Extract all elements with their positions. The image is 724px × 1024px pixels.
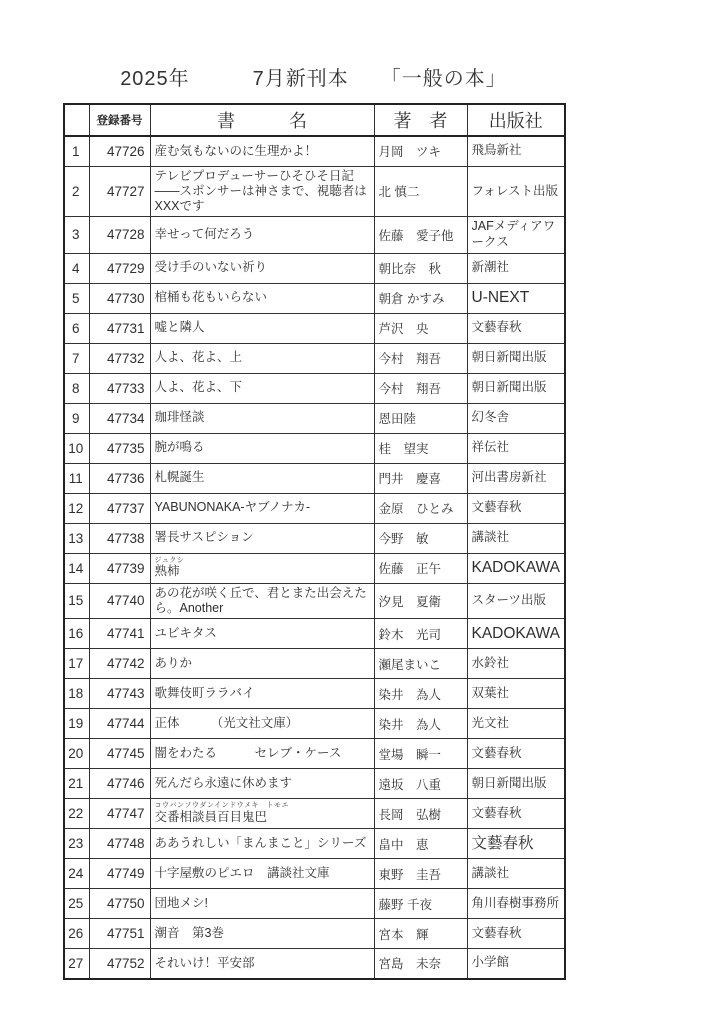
book-title-cell: ユビキタス <box>150 619 374 649</box>
table-row <box>64 949 565 979</box>
row-index: 7 <box>64 343 89 373</box>
publisher: フォレスト出版 <box>467 166 565 217</box>
table-row <box>64 619 565 649</box>
row-index: 10 <box>64 433 89 463</box>
row-index: 15 <box>64 583 89 619</box>
book-author: 遠坂 八重 <box>374 769 467 799</box>
publisher: 小学館 <box>467 949 565 979</box>
row-index: 17 <box>64 649 89 679</box>
book-title-cell <box>150 799 374 829</box>
row-index: 19 <box>64 709 89 739</box>
book-author: 染井 為人 <box>374 709 467 739</box>
row-index: 1 <box>64 136 89 166</box>
book-author: 桂 望実 <box>374 433 467 463</box>
row-index: 9 <box>64 403 89 433</box>
book-title-cell: 受け手のいない祈り <box>150 253 374 283</box>
book-author: 堂場 瞬一 <box>374 739 467 769</box>
table-row <box>64 403 565 433</box>
row-index: 4 <box>64 253 89 283</box>
table-row <box>64 253 565 283</box>
row-index: 11 <box>64 463 89 493</box>
registration-number: 47733 <box>89 373 150 403</box>
row-index: 18 <box>64 679 89 709</box>
book-title-cell: 十字屋敷のピエロ 講談社文庫 <box>150 859 374 889</box>
publisher: 幻冬舎 <box>467 403 565 433</box>
book-title-cell: 正体 （光文社文庫） <box>150 709 374 739</box>
registration-number: 47751 <box>89 919 150 949</box>
table-row <box>64 583 565 619</box>
book-title: 交番相談員百目鬼巴 <box>154 809 268 824</box>
book-title-cell: 闇をわたる セレブ・ケース <box>150 739 374 769</box>
row-index: 6 <box>64 313 89 343</box>
publisher: 朝日新聞出版 <box>467 769 565 799</box>
publisher: 朝日新聞出版 <box>467 343 565 373</box>
row-index: 13 <box>64 523 89 553</box>
row-index: 22 <box>64 799 89 829</box>
table-header <box>64 104 565 136</box>
book-author: 今村 翔吾 <box>374 343 467 373</box>
book-author: 長岡 弘樹 <box>374 799 467 829</box>
book-author: 朝倉 かすみ <box>374 283 467 313</box>
publisher: 朝日新聞出版 <box>467 373 565 403</box>
publisher: JAFメディアワークス <box>467 217 565 253</box>
table-row <box>64 769 565 799</box>
publisher: 文藝春秋 <box>467 919 565 949</box>
registration-number: 47727 <box>89 166 150 217</box>
table-row <box>64 679 565 709</box>
publisher: 双葉社 <box>467 679 565 709</box>
book-title-cell <box>150 553 374 583</box>
table-row <box>64 649 565 679</box>
registration-number: 47748 <box>89 829 150 859</box>
registration-number: 47749 <box>89 859 150 889</box>
header-publisher: 出版社 <box>467 104 565 136</box>
registration-number: 47731 <box>89 313 150 343</box>
book-author: 畠中 恵 <box>374 829 467 859</box>
book-title-cell: あの花が咲く丘で、君とまた出会えたら。Another <box>150 583 374 619</box>
registration-number: 47745 <box>89 739 150 769</box>
row-index: 12 <box>64 493 89 523</box>
book-title-cell: 棺桶も花もいらない <box>150 283 374 313</box>
registration-number: 47744 <box>89 709 150 739</box>
book-title-cell: 人よ、花よ、下 <box>150 373 374 403</box>
header-book-title: 書 名 <box>150 104 374 136</box>
publisher: 光文社 <box>467 709 565 739</box>
table-row <box>64 799 565 829</box>
book-title-cell: 歌舞伎町ララバイ <box>150 679 374 709</box>
publisher: 講談社 <box>467 523 565 553</box>
book-author: 宮本 輝 <box>374 919 467 949</box>
page-title: 2025年 7月新刊本 「一般の本」 <box>120 68 507 90</box>
book-title-cell: それいけ！平安部 <box>150 949 374 979</box>
table-row <box>64 523 565 553</box>
book-title-cell: 死んだら永遠に休めます <box>150 769 374 799</box>
row-index: 25 <box>64 889 89 919</box>
furigana: コウバンソウダンインドウメキ トモエ <box>154 802 289 810</box>
registration-number: 47737 <box>89 493 150 523</box>
table-row <box>64 136 565 166</box>
book-author: 瀬尾まいこ <box>374 649 467 679</box>
book-author: 鈴木 光司 <box>374 619 467 649</box>
publisher: スターツ出版 <box>467 583 565 619</box>
table-row <box>64 709 565 739</box>
publisher: 文藝春秋 <box>467 313 565 343</box>
publisher: 新潮社 <box>467 253 565 283</box>
publisher: KADOKAWA <box>467 619 565 649</box>
book-author: 今野 敏 <box>374 523 467 553</box>
registration-number: 47740 <box>89 583 150 619</box>
registration-number: 47739 <box>89 553 150 583</box>
registration-number: 47750 <box>89 889 150 919</box>
book-title-cell: 団地メシ! <box>150 889 374 919</box>
table-row <box>64 739 565 769</box>
publisher: 講談社 <box>467 859 565 889</box>
publisher: 祥伝社 <box>467 433 565 463</box>
book-title-cell: テレビプロデューサーひそひそ日記――スポンサーは神さまで、視聴者はXXXです <box>150 166 374 217</box>
publisher: 文藝春秋 <box>467 829 565 859</box>
book-author: 藤野 千夜 <box>374 889 467 919</box>
book-author: 汐見 夏衛 <box>374 583 467 619</box>
table-row <box>64 889 565 919</box>
table-row <box>64 919 565 949</box>
publisher: 文藝春秋 <box>467 493 565 523</box>
book-author: 金原 ひとみ <box>374 493 467 523</box>
book-author: 東野 圭吾 <box>374 859 467 889</box>
book-title-cell: 幸せって何だろう <box>150 217 374 253</box>
publisher: 文藝春秋 <box>467 799 565 829</box>
registration-number: 47732 <box>89 343 150 373</box>
registration-number: 47730 <box>89 283 150 313</box>
book-author: 今村 翔吾 <box>374 373 467 403</box>
registration-number: 47742 <box>89 649 150 679</box>
new-books-table <box>63 103 566 980</box>
publisher: 水鈴社 <box>467 649 565 679</box>
row-index: 23 <box>64 829 89 859</box>
row-index: 21 <box>64 769 89 799</box>
book-author: 北 慎二 <box>374 166 467 217</box>
registration-number: 47728 <box>89 217 150 253</box>
book-author: 朝比奈 秋 <box>374 253 467 283</box>
header-index <box>64 104 89 136</box>
book-author: 宮島 未奈 <box>374 949 467 979</box>
registration-number: 47726 <box>89 136 150 166</box>
table-row <box>64 433 565 463</box>
publisher: U-NEXT <box>467 283 565 313</box>
book-author: 門井 慶喜 <box>374 463 467 493</box>
header-registration-number: 登録番号 <box>89 104 150 136</box>
book-title-cell: ああうれしい「まんまこと」シリーズ <box>150 829 374 859</box>
row-index: 8 <box>64 373 89 403</box>
book-author: 佐藤 正午 <box>374 553 467 583</box>
book-title-cell: 人よ、花よ、上 <box>150 343 374 373</box>
publisher: KADOKAWA <box>467 553 565 583</box>
row-index: 26 <box>64 919 89 949</box>
book-title-cell: 札幌誕生 <box>150 463 374 493</box>
book-title-cell: 珈琲怪談 <box>150 403 374 433</box>
book-author: 芦沢 央 <box>374 313 467 343</box>
book-author: 染井 為人 <box>374 679 467 709</box>
book-title-cell: YABUNONAKA-ヤブノナカ- <box>150 493 374 523</box>
table-row <box>64 373 565 403</box>
registration-number: 47747 <box>89 799 150 829</box>
row-index: 20 <box>64 739 89 769</box>
registration-number: 47735 <box>89 433 150 463</box>
registration-number: 47741 <box>89 619 150 649</box>
publisher: 角川春樹事務所 <box>467 889 565 919</box>
table-row <box>64 343 565 373</box>
registration-number: 47734 <box>89 403 150 433</box>
publisher: 河出書房新社 <box>467 463 565 493</box>
table-row <box>64 829 565 859</box>
book-title-cell: 産む気もないのに生理かよ！ <box>150 136 374 166</box>
table-row <box>64 493 565 523</box>
book-title-cell: ありか <box>150 649 374 679</box>
header-author: 著 者 <box>374 104 467 136</box>
registration-number: 47729 <box>89 253 150 283</box>
row-index: 27 <box>64 949 89 979</box>
row-index: 16 <box>64 619 89 649</box>
row-index: 14 <box>64 553 89 583</box>
book-title-cell: 嘘と隣人 <box>150 313 374 343</box>
book-title-cell: 署長サスピション <box>150 523 374 553</box>
book-author: 恩田陸 <box>374 403 467 433</box>
book-title-cell: 腕が鳴る <box>150 433 374 463</box>
table-row <box>64 166 565 217</box>
row-index: 3 <box>64 217 89 253</box>
book-author: 月岡 ツキ <box>374 136 467 166</box>
table-row <box>64 313 565 343</box>
table-row <box>64 463 565 493</box>
row-index: 2 <box>64 166 89 217</box>
registration-number: 47743 <box>89 679 150 709</box>
row-index: 24 <box>64 859 89 889</box>
table-row <box>64 217 565 253</box>
publisher: 飛鳥新社 <box>467 136 565 166</box>
book-title: 熟柿 <box>154 564 180 579</box>
book-title-cell: 潮音 第3巻 <box>150 919 374 949</box>
registration-number: 47736 <box>89 463 150 493</box>
table-body <box>64 136 565 979</box>
furigana: ジュクシ <box>154 556 185 564</box>
registration-number: 47752 <box>89 949 150 979</box>
table-row <box>64 859 565 889</box>
registration-number: 47738 <box>89 523 150 553</box>
registration-number: 47746 <box>89 769 150 799</box>
table-row <box>64 553 565 583</box>
row-index: 5 <box>64 283 89 313</box>
publisher: 文藝春秋 <box>467 739 565 769</box>
book-author: 佐藤 愛子他 <box>374 217 467 253</box>
table-row <box>64 283 565 313</box>
